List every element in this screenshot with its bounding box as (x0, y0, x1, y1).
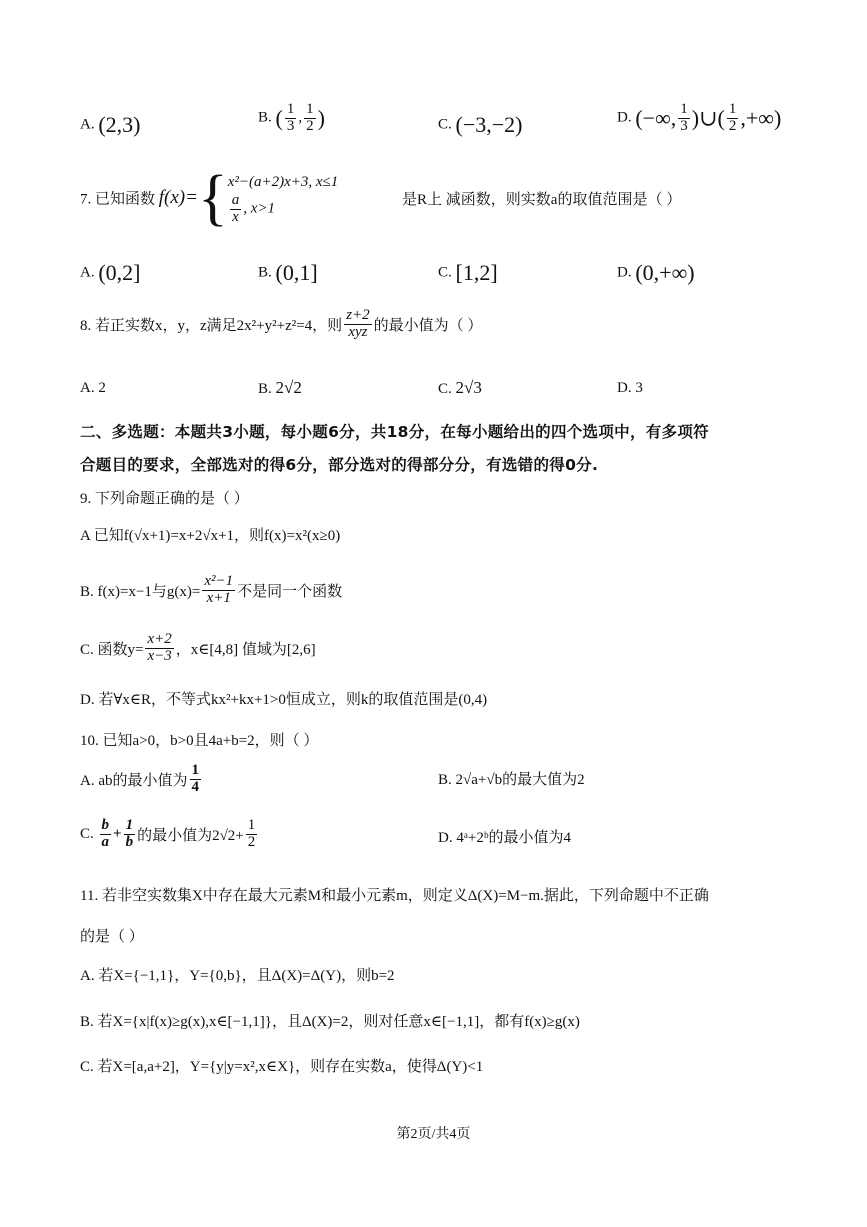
q8-option-c: C. 2√3 (438, 378, 482, 397)
option-letter: B. (258, 109, 272, 126)
q8-option-a: A. 2 (80, 380, 106, 396)
q11-option-b: B. 若X={x|f(x)≥g(x),x∈[−1,1]}，且Δ(X)=2，则对任意x∈[−1,1]，都有f(x)≥g(x) (80, 1014, 580, 1030)
fraction: $\frac{1}{2}$ (306, 101, 314, 134)
fraction: $\frac{x+2}{x-3}$ (147, 631, 172, 664)
section-heading-line-1: 二、多选题：本题共3小题，每小题6分，共18分，在每小题给出的四个选项中，有多项符 (80, 423, 709, 441)
option-value: (2,3) (98, 112, 141, 137)
section-heading-line-2: 合题目的要求，全部选对的得6分，部分选对的得部分分，有选错的得0分. (80, 456, 599, 474)
left-brace: { (197, 164, 228, 232)
q6-option-a (80, 112, 141, 138)
q7-stem: 7. 已知函数 f(x)={ x²−(a+2)x+3, x≤1 $\frac{a}{x}$ , x>1 是R上 减函数，则实数a的取值范围是（ ） (80, 164, 682, 232)
q9-option-c: C. 函数y= $\frac{x+2}{x-3}$ ，x∈[4,8] 值域为[2,6] (80, 631, 316, 664)
fraction: $\frac{\text{x²−1}}{x+1}$ (204, 573, 234, 606)
fraction: $\frac{1}{2}$ (728, 101, 737, 134)
q11-stem-line-1: 11. 若非空实数集X中存在最大元素M和最小元素m，则定义Δ(X)=M−m.据此，下列命题中不正确 (80, 888, 709, 904)
option-letter: C. (438, 116, 452, 133)
q8-option-b: B. 2√2 (258, 378, 302, 397)
fraction: $\frac{1}{4}$ (191, 762, 199, 795)
fraction: $\frac{1}{3}$ (286, 101, 295, 134)
q11-stem-line-2: 的是（ ） (80, 929, 144, 945)
q7-option-c: C. [1,2] (438, 260, 498, 285)
page-footer: 第2页/共4页 (396, 1127, 471, 1142)
piecewise-cases: x²−(a+2)x+3, x≤1 $\frac{a}{x}$ , x>1 (227, 173, 339, 225)
q11-option-c: C. 若X=[a,a+2]，Y={y|y=x²,x∈X}，则存在实数a，使得Δ(Y)<1 (80, 1059, 484, 1075)
q9-stem: 9. 下列命题正确的是（ ） (80, 491, 249, 507)
q10-option-c: C. $\frac{b}{a}$ + $\frac{1}{b}$ 的最小值为2√2+ $\frac{1}{2}$ (80, 817, 256, 850)
q6-option-b: B. ( $\frac{1}{3}$ , $\frac{1}{2}$ ) (258, 101, 325, 134)
q11-option-a: A. 若X={−1,1}，Y={0,b}，且Δ(X)=Δ(Y)，则b=2 (80, 968, 395, 984)
fraction: $\frac{1}{b}$ (125, 817, 134, 850)
q7-option-b: B. (0,1] (258, 260, 318, 285)
q10-option-b: B. 2√a+√b的最大值为2 (438, 772, 585, 788)
q9-option-a: A 已知f(√x+1)=x+2√x+1，则f(x)=x²(x≥0) (80, 528, 341, 544)
q6-option-d: D. (−∞, $\frac{1}{3}$ )∪( $\frac{1}{2}$ ,+∞) (617, 101, 782, 134)
fraction: $\frac{b}{a}$ (101, 817, 110, 850)
q7-option-d: D. (0,+∞) (617, 260, 695, 285)
q9-option-b: B. f(x)=x−1与g(x)= $\frac{\text{x²−1}}{x+1}$ 不是同一个函数 (80, 573, 343, 606)
q6-option-c (438, 112, 522, 138)
q10-stem: 10. 已知a>0，b>0且4a+b=2，则（ ） (80, 733, 319, 749)
q8-option-d: D. 3 (617, 380, 643, 396)
option-letter: A. (80, 116, 95, 133)
q7-option-a: A. (0,2] (80, 260, 141, 285)
q9-option-d: D. 若∀x∈R，不等式kx²+kx+1>0恒成立，则k的取值范围是(0,4) (80, 692, 488, 708)
q10-option-a: A. ab的最小值为 $\frac{1}{4}$ (80, 762, 199, 795)
q10-option-d: D. 4ᵃ+2ᵇ的最小值为4 (438, 830, 572, 846)
option-value: (−3,−2) (455, 112, 523, 137)
fraction: $\frac{1}{2}$ (247, 817, 256, 850)
fraction: $\frac{z+2}{\text{xyz}}$ (346, 307, 370, 340)
option-letter: D. (617, 109, 632, 126)
q8-stem: 8. 若正实数x，y，z满足2x²+y²+z²=4，则 $\frac{z+2}{\text{xyz}}$ 的最小值为（ ） (80, 307, 483, 340)
fraction: $\frac{1}{3}$ (680, 101, 688, 134)
